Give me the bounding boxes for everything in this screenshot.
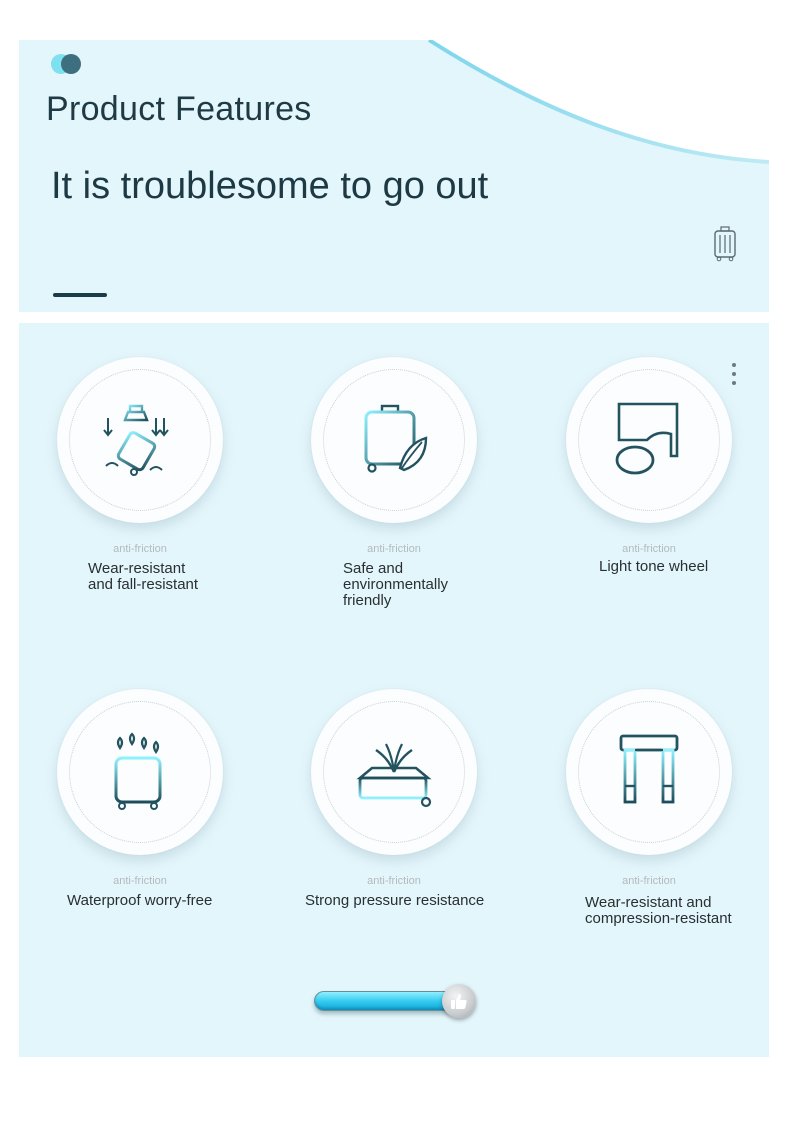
page-subtitle: It is troublesome to go out [51, 165, 489, 207]
feature-label: Wear-resistant and fall-resistant [88, 560, 199, 593]
slider-thumb[interactable] [442, 984, 476, 1018]
feature-label: Safe and environmentally friendly [343, 560, 449, 609]
feature-tag: anti-friction [622, 543, 676, 555]
feature-label: Wear-resistant and compression-resistant [585, 894, 732, 927]
feature-label: Strong pressure resistance [305, 892, 485, 909]
feature-tag: anti-friction [113, 875, 167, 887]
feature-tag: anti-friction [367, 875, 421, 887]
feature-badge [57, 689, 223, 855]
feature-badge [57, 357, 223, 523]
brand-dots [51, 54, 83, 76]
more-options-icon[interactable] [731, 363, 737, 389]
luggage-drop-icon [100, 400, 180, 480]
pressure-icon [354, 732, 434, 812]
feature-badge [566, 357, 732, 523]
page-title: Product Features [46, 90, 312, 128]
thumbs-up-icon [449, 991, 469, 1011]
features-panel [19, 323, 769, 1057]
wheel-icon [609, 400, 689, 480]
luggage-leaf-icon [354, 400, 434, 480]
feature-label: Waterproof worry-free [67, 892, 213, 909]
feature-badge [566, 689, 732, 855]
handle-icon [609, 732, 689, 812]
feature-tag: anti-friction [113, 543, 167, 555]
feature-label: Light tone wheel [599, 558, 709, 575]
waterproof-luggage-icon [100, 732, 180, 812]
feature-tag: anti-friction [622, 875, 676, 887]
header-panel [19, 40, 769, 312]
feature-badge [311, 689, 477, 855]
title-underline [53, 293, 107, 297]
feature-badge [311, 357, 477, 523]
suitcase-icon [713, 226, 737, 262]
feature-tag: anti-friction [367, 543, 421, 555]
